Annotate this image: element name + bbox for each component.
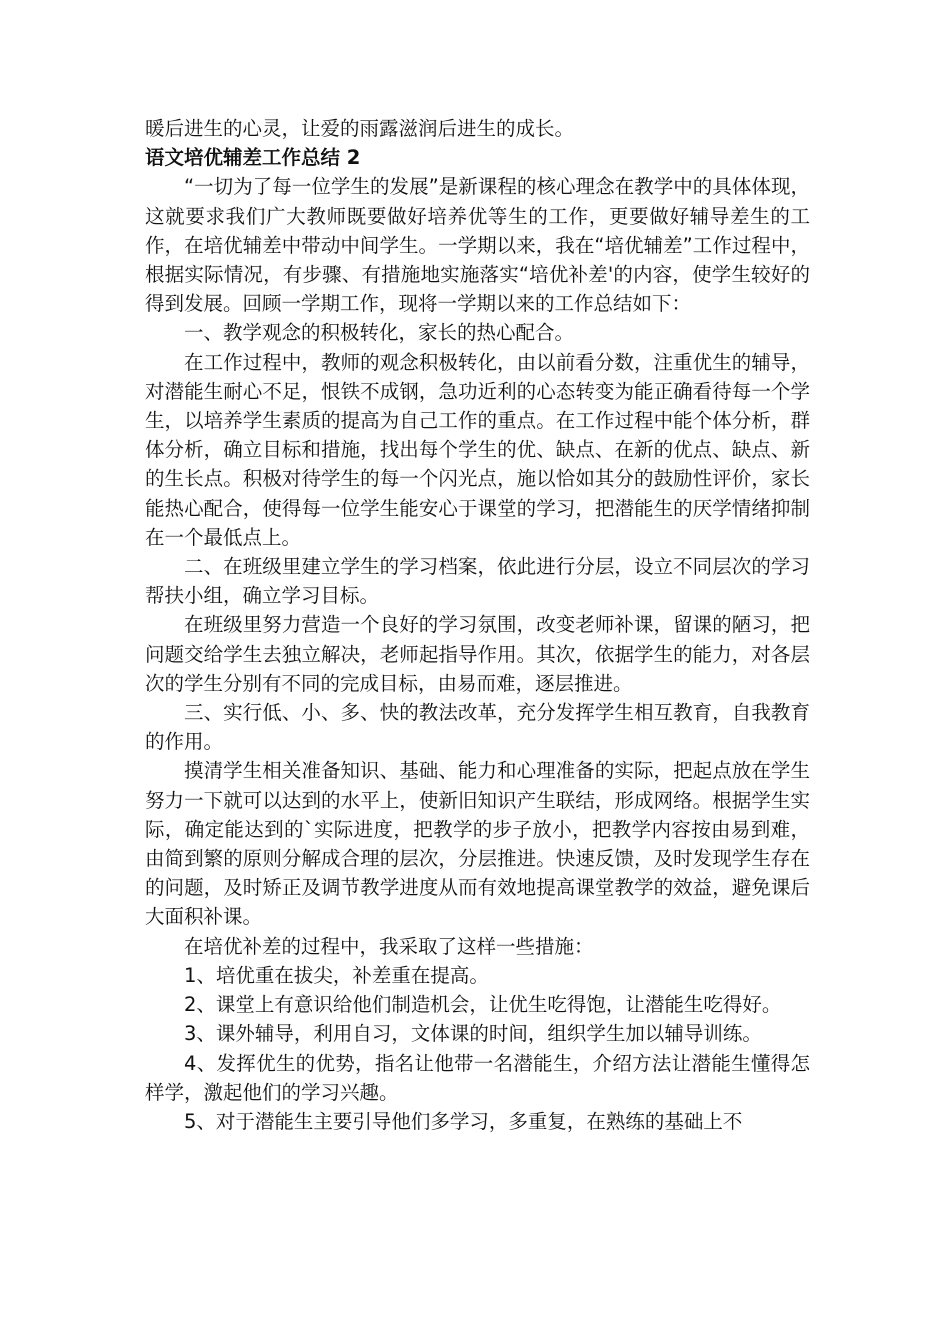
- paragraph-point-two-title: 二、在班级里建立学生的学习档案，依此进行分层，设立不同层次的学习帮扶小组，确立学习目标。: [145, 555, 810, 608]
- paragraph-point-one-body: 在工作过程中，教师的观念积极转化，由以前看分数，注重优生的辅导，对潜能生耐心不足，恨铁不成钢，急功近利的心态转变为能正确看待每一个学生，以培养学生素质的提高为自己工作的重点。在工作过程中能个体分析，群体分析，确立目标和措施，找出每个学生的优、缺点、在新的优点、缺点、新的生长点。积极对待学生的每一个闪光点，施以恰如其分的鼓励性评价，家长能热心配合，使得每一位学生能安心于课堂的学习，把潜能生的厌学情绪抑制在一个最低点上。: [145, 350, 810, 549]
- list-item-measure-1: 1、培优重在拔尖，补差重在提高。: [184, 963, 489, 987]
- paragraph-point-two-body: 在班级里努力营造一个良好的学习氛围，改变老师补课，留课的陋习，把问题交给学生去独立解决，老师起指导作用。其次，依据学生的能力，对各层次的学生分别有不同的完成目标，由易而难，逐层推进。: [145, 613, 810, 695]
- list-item-measure-4: 4、发挥优生的优势，指名让他带一名潜能生，介绍方法让潜能生懂得怎样学，激起他们的学习兴趣。: [145, 1051, 810, 1104]
- paragraph-point-one-title: 一、教学观念的积极转化，家长的热心配合。: [184, 321, 575, 345]
- section-heading: 语文培优辅差工作总结 2: [145, 146, 361, 170]
- paragraph-intro: “一切为了每一位学生的发展”是新课程的核心理念在教学中的具体体现，这就要求我们广大教师既要做好培养优等生的工作，更要做好辅导差生的工作，在培优辅差中带动中间学生。一学期以来，我在“培优辅差”工作过程中，根据实际情况，有步骤、有措施地实施落实“培优补差'的内容，使学生较好的得到发展。回顾一学期工作，现将一学期以来的工作总结如下：: [145, 175, 810, 316]
- lead-line: 暖后进生的心灵，让爱的雨露滋润后进生的成长。: [145, 117, 575, 140]
- paragraph-measures-intro: 在培优补差的过程中，我采取了这样一些措施：: [184, 934, 594, 958]
- document-body: [145, 114, 810, 1136]
- list-item-measure-2: 2、课堂上有意识给他们制造机会，让优生吃得饱，让潜能生吃得好。: [184, 993, 782, 1017]
- paragraph-point-three-body: 摸清学生相关准备知识、基础、能力和心理准备的实际，把起点放在学生努力一下就可以达到的水平上，使新旧知识产生联结，形成网络。根据学生实际，确定能达到的`实际进度，把教学的步子放小，把教学内容按由易到难，由简到繁的原则分解成合理的层次，分层推进。快速反馈，及时发现学生存在的问题，及时矫正及调节教学进度从而有效地提高课堂教学的效益，避免课后大面积补课。: [145, 759, 810, 929]
- list-item-measure-3: 3、课外辅导，利用自习，文体课的时间，组织学生加以辅导训练。: [184, 1022, 762, 1046]
- list-item-measure-5: 5、对于潜能生主要引导他们多学习，多重复，在熟练的基础上不: [184, 1109, 743, 1133]
- paragraph-point-three-title: 三、实行低、小、多、快的教法改革，充分发挥学生相互教育，自我教育的作用。: [145, 701, 810, 754]
